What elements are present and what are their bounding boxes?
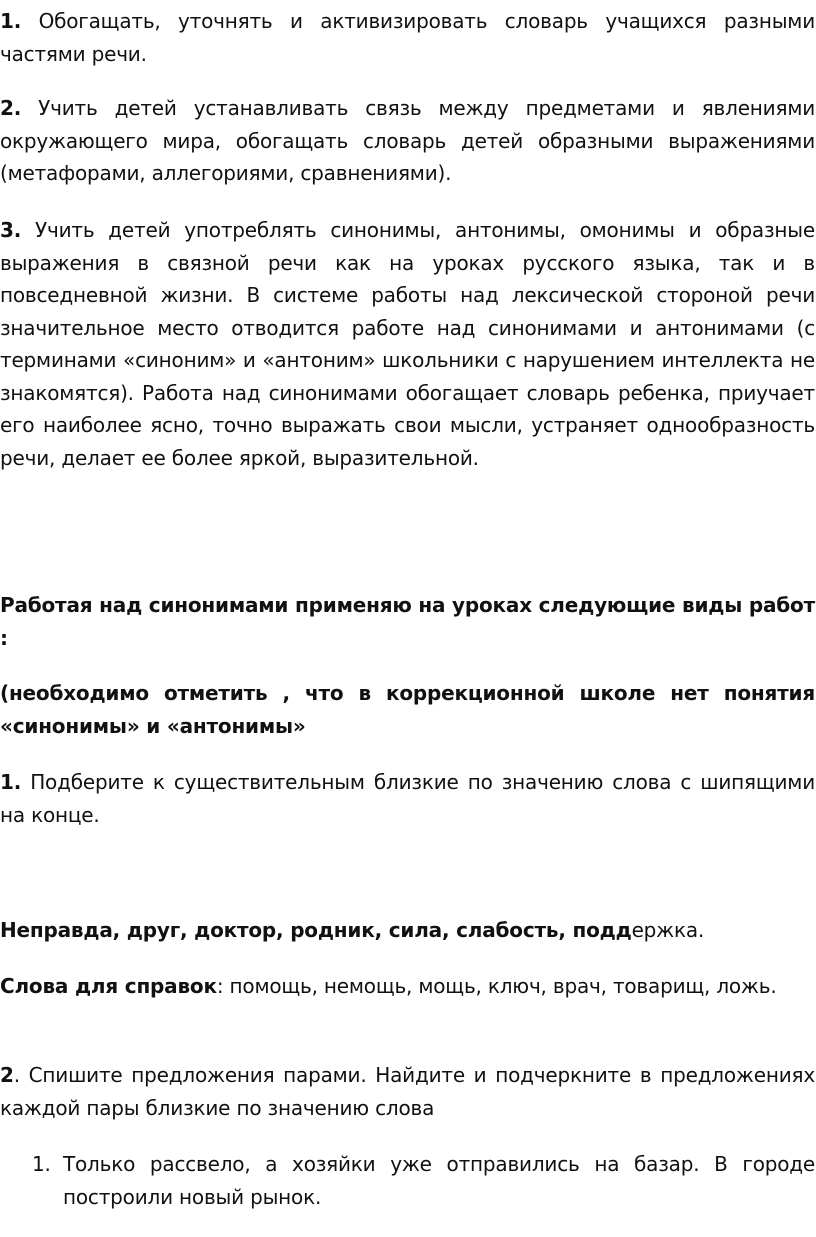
note-heading: (необходимо отметить , что в коррекционной школе нет понятия «синонимы» и «антонимы»	[0, 681, 815, 738]
goal-number-1: 1.	[0, 9, 22, 33]
goal-text-1: Обогащать, уточнять и активизировать словарь учащихся разными частями речи.	[0, 9, 815, 66]
list-item-text: Только рассвело, а хозяйки уже отправились на базар. В городе построили новый рынок.	[63, 1152, 815, 1209]
task-2-text: . Спишите предложения парами. Найдите и подчеркните в предложениях каждой пары близкие по значению слова	[0, 1063, 815, 1120]
goal-number-3: 3.	[0, 218, 22, 242]
goal-text-3: Учить детей употреблять синонимы, антонимы, омонимы и образные выражения в связной речи как на уроках русского языка, так и в повседневной жизни. В системе работы над лексической стороной речи значительное место отводится работе над синонимами и антонимами (с терминами «синоним» и «антоним» школьники с нарушением интеллекта не знакомятся). Работа над синонимами обогащает словарь ребенка, приучает его наиболее ясно, точно выражать свои мысли, устраняет однообразность речи, делает ее более яркой, выразительной.	[0, 218, 815, 470]
task-1-number: 1.	[0, 770, 22, 794]
words-normal: ержка.	[631, 918, 705, 942]
list-item-number: 1.	[32, 1152, 51, 1176]
goal-paragraph-1	[0, 5, 815, 70]
goal-number-2: 2.	[0, 96, 22, 120]
words-bold: Неправда, друг, доктор, родник, сила, слабость, подд	[0, 918, 632, 942]
goal-text-2: Учить детей устанавливать связь между предметами и явлениями окружающего мира, обогащать словарь детей образными выражениями (метафорами, аллегориями, сравнениями).	[0, 96, 815, 185]
task-2-paragraph	[0, 1059, 815, 1124]
reference-text: : помощь, немощь, мощь, ключ, врач, товарищ, ложь.	[216, 974, 777, 998]
task-1-text: Подберите к существительным близкие по значению слова с шипящими на конце.	[0, 770, 815, 827]
task-1-paragraph	[0, 766, 815, 831]
reference-label: Слова для справок	[0, 974, 217, 998]
task-2-number: 2	[0, 1063, 14, 1087]
goal-paragraph-2	[0, 92, 815, 190]
goal-paragraph-3	[0, 214, 815, 474]
words-line	[0, 914, 815, 947]
reference-paragraph	[0, 970, 815, 1003]
section-heading: Работая над синонимами применяю на уроках следующие виды работ :	[0, 593, 815, 650]
